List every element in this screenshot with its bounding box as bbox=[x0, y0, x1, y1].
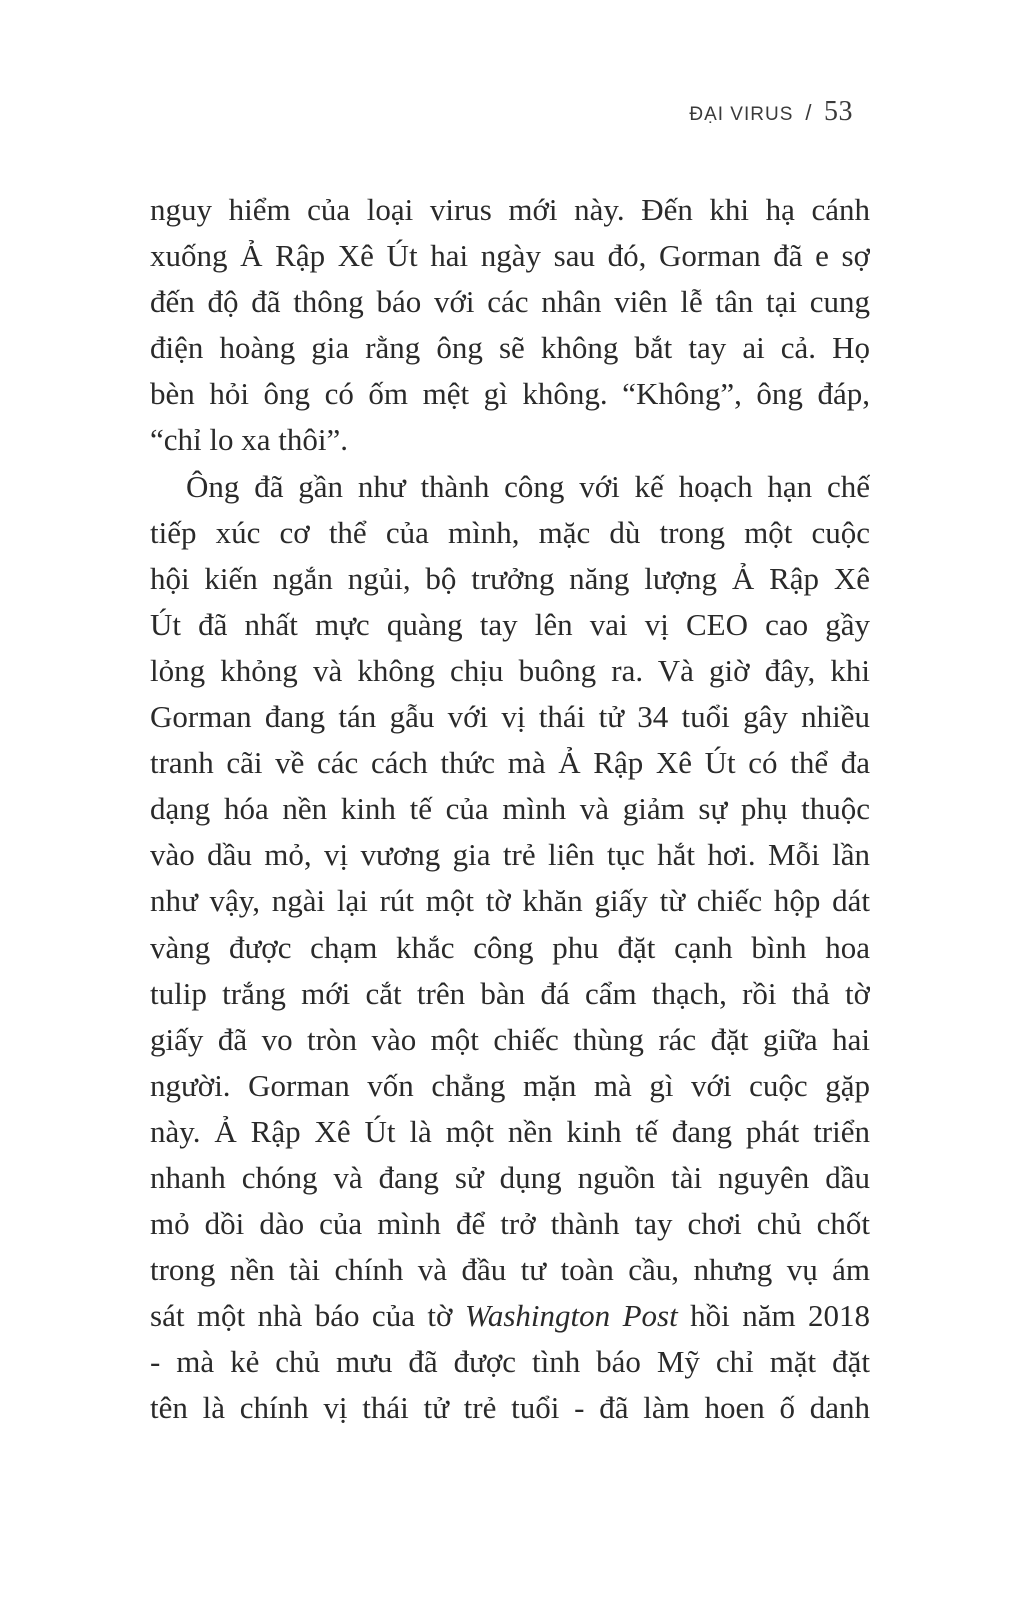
page-number: 53 bbox=[824, 96, 853, 127]
running-header bbox=[689, 96, 853, 128]
text-line: Út đã nhất mực quàng tay lên vai vị CEO cao gầy bbox=[150, 606, 870, 642]
text-line: tranh cãi về các cách thức mà Ả Rập Xê Út có thể đa bbox=[150, 745, 870, 781]
text-line: Ông đã gần như thành công với kế hoạch hạn chế bbox=[186, 468, 870, 504]
text-line: như vậy, ngài lại rút một tờ khăn giấy từ chiếc hộp dát bbox=[150, 883, 870, 919]
text-line: giấy đã vo tròn vào một chiếc thùng rác đặt giữa hai bbox=[150, 1021, 870, 1057]
text-line: “chỉ lo xa thôi”. bbox=[150, 422, 348, 458]
text-line: Gorman đang tán gẫu với vị thái tử 34 tuổi gây nhiều bbox=[150, 699, 870, 735]
text-line: tulip trắng mới cắt trên bàn đá cẩm thạch, rồi thả tờ bbox=[150, 975, 870, 1011]
text-line: lỏng khỏng và không chịu buông ra. Và giờ đây, khi bbox=[150, 652, 870, 688]
text-line: tiếp xúc cơ thể của mình, mặc dù trong một cuộc bbox=[150, 514, 870, 550]
text-line: bèn hỏi ông có ốm mệt gì không. “Không”, ông đáp, bbox=[150, 376, 870, 412]
text-line: mỏ dồi dào của mình để trở thành tay chơi chủ chốt bbox=[150, 1206, 870, 1242]
body-text bbox=[150, 187, 870, 1432]
text-line: nguy hiểm của loại virus mới này. Đến khi hạ cánh bbox=[150, 192, 870, 227]
text-line: trong nền tài chính và đầu tư toàn cầu, nhưng vụ ám bbox=[150, 1252, 870, 1288]
text-line: dạng hóa nền kinh tế của mình và giảm sự phụ thuộc bbox=[150, 791, 870, 827]
text-line: vào dầu mỏ, vị vương gia trẻ liên tục hắt hơi. Mỗi lần bbox=[150, 837, 870, 873]
text-line: người. Gorman vốn chẳng mặn mà gì với cuộc gặp bbox=[150, 1067, 870, 1103]
header-separator: / bbox=[805, 100, 812, 125]
newspaper-title: Washington Post bbox=[464, 1298, 678, 1334]
text-segment: sát một nhà báo của tờ bbox=[150, 1298, 453, 1334]
text-line: - mà kẻ chủ mưu đã được tình báo Mỹ chỉ mặt đặt bbox=[150, 1344, 870, 1380]
text-line-with-italic bbox=[150, 1293, 870, 1339]
text-line: xuống Ả Rập Xê Út hai ngày sau đó, Gorman đã e sợ bbox=[150, 238, 870, 274]
text-line: tên là chính vị thái tử trẻ tuổi - đã làm hoen ố danh bbox=[150, 1390, 870, 1426]
text-line: vàng được chạm khắc công phu đặt cạnh bình hoa bbox=[150, 929, 870, 965]
text-line: điện hoàng gia rằng ông sẽ không bắt tay ai cả. Họ bbox=[150, 330, 870, 366]
text-line: này. Ả Rập Xê Út là một nền kinh tế đang phát triển bbox=[150, 1113, 870, 1149]
text-line: hội kiến ngắn ngủi, bộ trưởng năng lượng Ả Rập Xê bbox=[150, 560, 870, 596]
text-line: đến độ đã thông báo với các nhân viên lễ tân tại cung bbox=[150, 284, 870, 320]
book-title: ĐẠI VIRUS bbox=[689, 104, 794, 125]
text-line: nhanh chóng và đang sử dụng nguồn tài nguyên dầu bbox=[150, 1159, 870, 1195]
text-segment: hồi năm 2018 bbox=[690, 1298, 870, 1334]
